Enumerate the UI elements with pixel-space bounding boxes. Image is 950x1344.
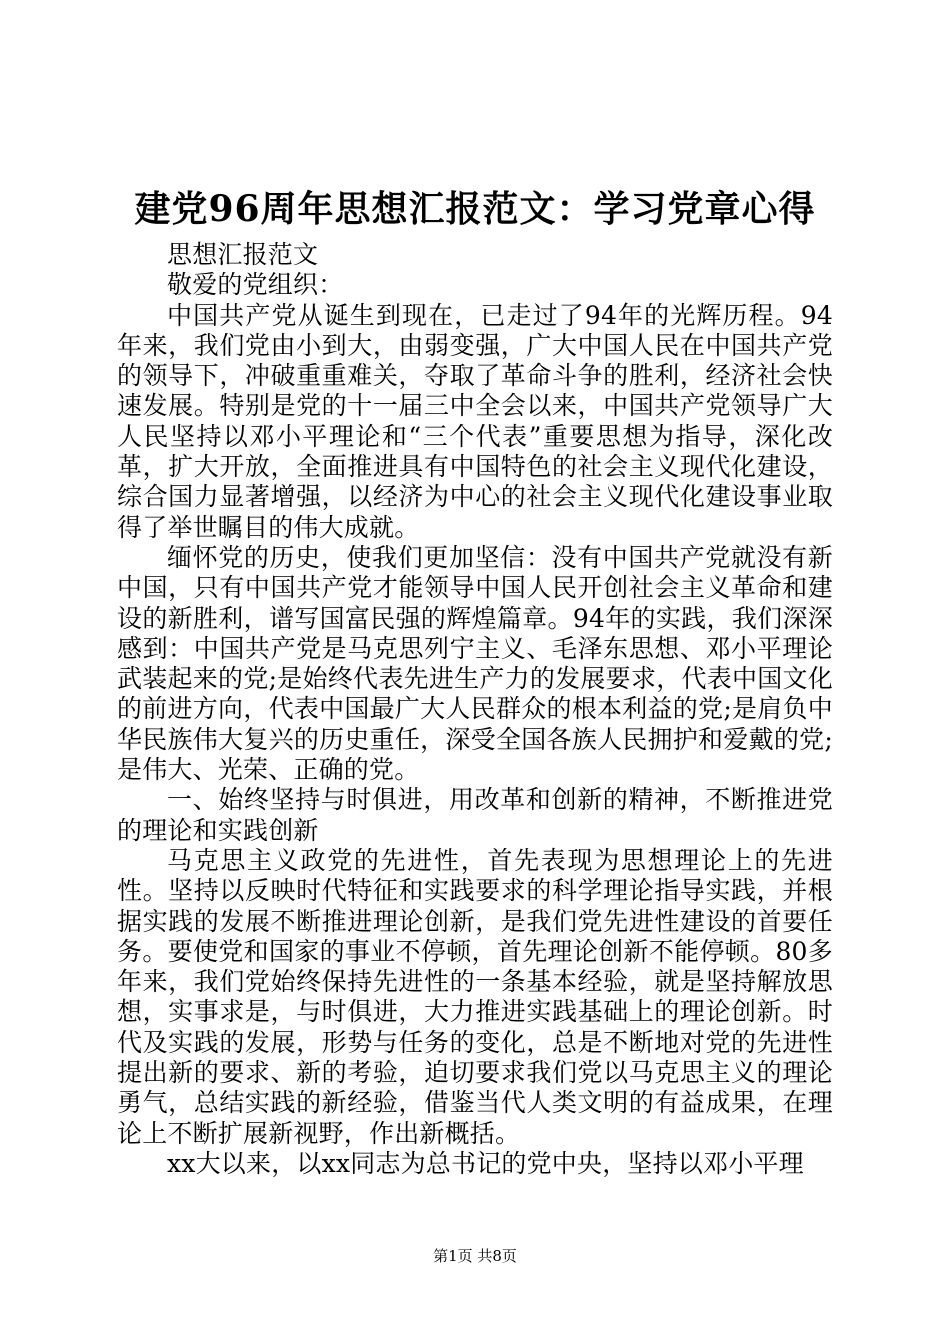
paragraph: 马克思主义政党的先进性，首先表现为思想理论上的先进性。坚持以反映时代特征和实践要求的科学理论指导实践，并根据实践的发展不断推进理论创新，是我们党先进性建设的首要任务。要使党和国家的事业不停顿，首先理论创新不能停顿。80多年来，我们党始终保持先进性的一条基本经验，就是坚持解放思想，实事求是，与时俱进，大力推进实践基础上的理论创新。时代及实践的发展，形势与任务的变化，总是不断地对党的先进性提出新的要求、新的考验，迫切要求我们党以马克思主义的理论勇气，总结实践的新经验，借鉴当代人类文明的有益成果，在理论上不断扩展新视野，作出新概括。 xyxy=(117,845,833,1148)
paragraph: xx大以来，以xx同志为总书记的党中央，坚持以邓小平理 xyxy=(167,1148,804,1178)
page-number-footer: 第1页 共8页 xyxy=(433,1247,517,1265)
paragraph-heading: 思想汇报范文 xyxy=(167,240,319,269)
paragraph: 缅怀党的历史，使我们更加坚信：没有中国共产党就没有新中国，只有中国共产党才能领导中国人民开创社会主义革命和建设的新胜利，谱写国富民强的辉煌篇章。94年的实践，我们深深感到：中国共产党是马克思列宁主义、毛泽东思想、邓小平理论武装起来的党;是始终代表先进生产力的发展要求，代表中国文化的前进方向，代表中国最广大人民群众的根本利益的党;是肩负中华民族伟大复兴的历史重任，深受全国各族人民拥护和爱戴的党;是伟大、光荣、正确的党。 xyxy=(117,542,833,785)
document-title: 建党96周年思想汇报范文：学习党章心得 xyxy=(134,188,816,230)
document-body xyxy=(117,240,833,1179)
paragraph-salutation: 敬爱的党组织： xyxy=(167,270,344,300)
paragraph: 中国共产党从诞生到现在，已走过了94年的光辉历程。94年来，我们党由小到大，由弱变强，广大中国人民在中国共产党的领导下，冲破重重难关，夺取了革命斗争的胜利，经济社会快速发展。特别是党的十一届三中全会以来，中国共产党领导广大人民坚持以邓小平理论和“三个代表”重要思想为指导，深化改革，扩大开放，全面推进具有中国特色的社会主义现代化建设，综合国力显著增强，以经济为中心的社会主义现代化建设事业取得了举世瞩目的伟大成就。 xyxy=(117,300,833,542)
section-heading: 一、始终坚持与时俱进，用改革和创新的精神，不断推进党的理论和实践创新 xyxy=(117,785,833,845)
